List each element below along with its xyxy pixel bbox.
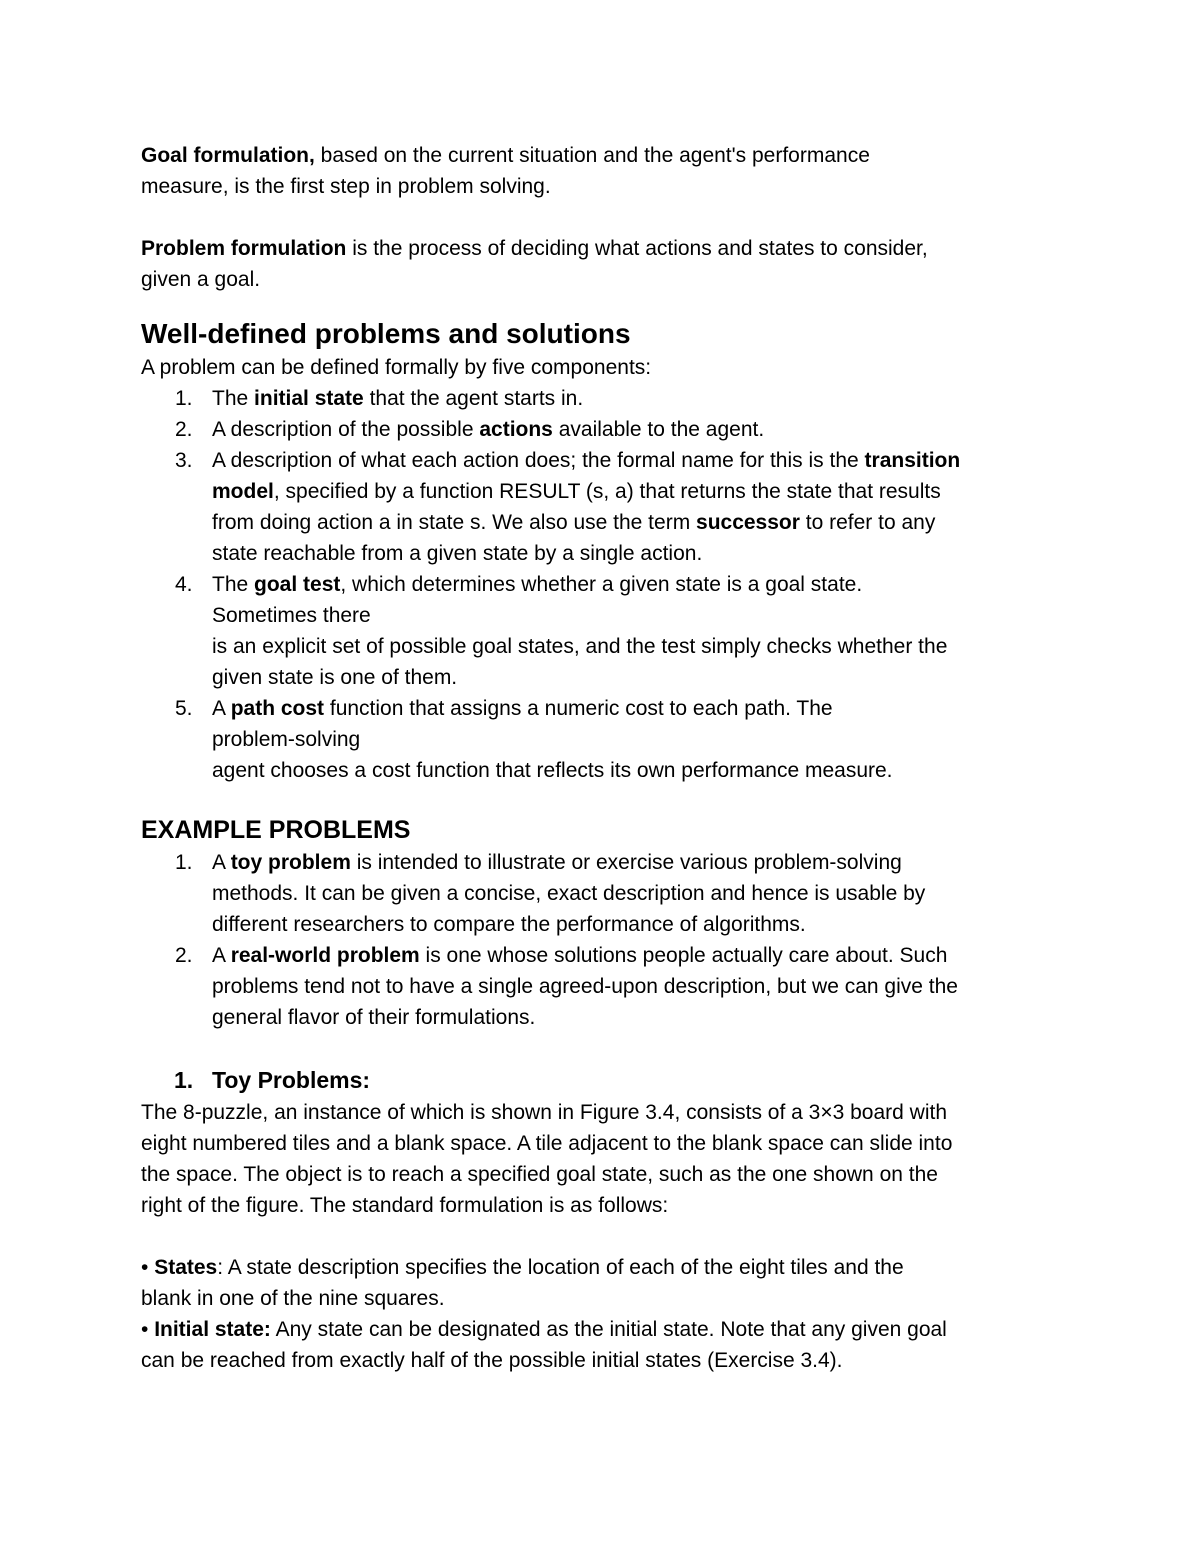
list-item: 4. The goal test, which determines whether a given state is a goal state. Sometimes there is an explicit set of possible goal states, and the test simply checks whether the given state is one of them. bbox=[175, 573, 948, 689]
section-heading-well-defined: Well-defined problems and solutions bbox=[141, 318, 631, 349]
components-list bbox=[141, 383, 1061, 786]
list-item: 2. A description of the possible actions available to the agent. bbox=[175, 418, 765, 441]
goal-formulation-line2: measure, is the first step in problem solving. bbox=[141, 175, 551, 198]
list-item: 3. A description of what each action does; the formal name for this is the transition model, specified by a function RESULT (s, a) that returns the state that results from doing action a in state s. We also use the term successor to refer to any state reachable from a given state by a single action. bbox=[175, 449, 961, 565]
bullet-states: • States: A state description specifies the location of each of the eight tiles and the bbox=[141, 1256, 904, 1279]
goal-formulation-line1: Goal formulation, based on the current situation and the agent's performance bbox=[141, 144, 870, 167]
bullet-initial-state: • Initial state: Any state can be designated as the initial state. Note that any given goal bbox=[141, 1318, 947, 1341]
bullet-initial-state-cont: can be reached from exactly half of the possible initial states (Exercise 3.4). bbox=[141, 1349, 843, 1372]
section-heading-example-problems: EXAMPLE PROBLEMS bbox=[141, 816, 411, 844]
list-item: 1. A toy problem is intended to illustrate or exercise various problem-solving methods. It can be given a concise, exact description and hence is usable by different researchers to compare the performance of algorithms. bbox=[175, 851, 926, 936]
list-item: 2. A real-world problem is one whose solutions people actually care about. Such problems tend not to have a single agreed-upon description, but we can give the general flavor of their formulations. bbox=[175, 944, 958, 1029]
bullet-states-cont: blank in one of the nine squares. bbox=[141, 1287, 445, 1310]
paragraph-line: the space. The object is to reach a specified goal state, such as the one shown on the bbox=[141, 1163, 938, 1186]
example-problems-list bbox=[141, 847, 1061, 1033]
document-page bbox=[141, 140, 1061, 1376]
paragraph-line: The 8-puzzle, an instance of which is shown in Figure 3.4, consists of a 3×3 board with bbox=[141, 1101, 948, 1124]
problem-formulation-line1: Problem formulation is the process of deciding what actions and states to consider, bbox=[141, 237, 928, 260]
list-item: 1. The initial state that the agent starts in. bbox=[175, 387, 584, 410]
goal-formulation-term: Goal formulation, bbox=[141, 144, 315, 167]
problem-formulation-term: Problem formulation bbox=[141, 237, 347, 260]
paragraph-line: right of the figure. The standard formulation is as follows: bbox=[141, 1194, 669, 1217]
list-item: 5. A path cost function that assigns a numeric cost to each path. The problem-solving agent chooses a cost function that reflects its own performance measure. bbox=[175, 697, 893, 782]
section-intro: A problem can be defined formally by five components: bbox=[141, 356, 652, 379]
section-heading-toy-problems: 1. Toy Problems: bbox=[174, 1067, 371, 1093]
problem-formulation-line2: given a goal. bbox=[141, 268, 261, 291]
paragraph-line: eight numbered tiles and a blank space. A tile adjacent to the blank space can slide into bbox=[141, 1132, 953, 1155]
